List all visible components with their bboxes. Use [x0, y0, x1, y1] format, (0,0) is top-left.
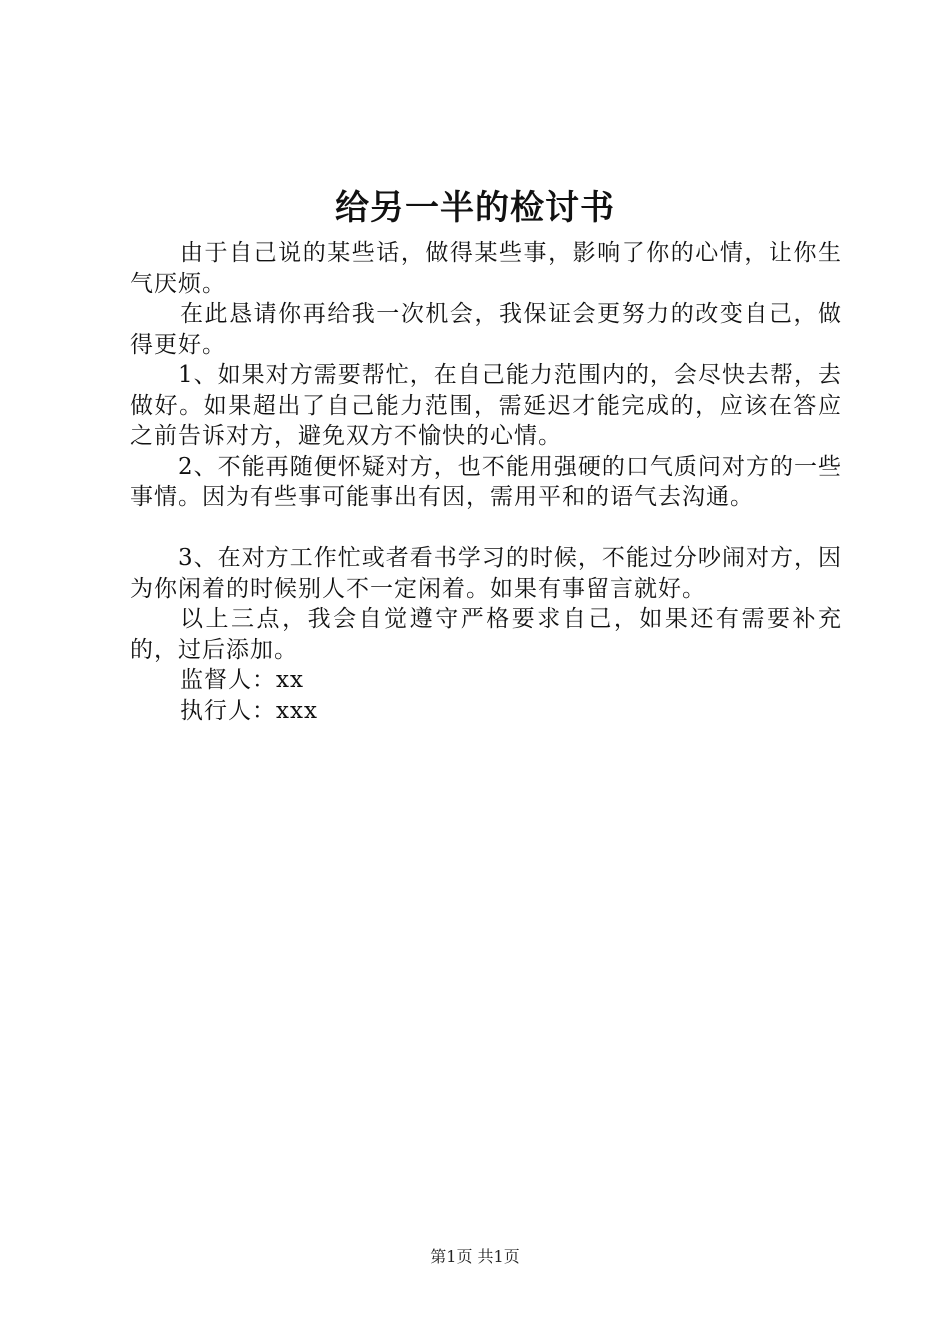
paragraph-point-1: 1、如果对方需要帮忙，在自己能力范围内的，会尽快去帮，去做好。如果超出了自己能力范围，需延迟才能完成的，应该在答应之前告诉对方，避免双方不愉快的心情。: [130, 362, 842, 449]
page-footer: 第1页 共1页: [430, 1247, 520, 1266]
paragraph-intro: 由于自己说的某些话，做得某些事，影响了你的心情，让你生气厌烦。: [130, 240, 842, 297]
document-title: 给另一半的检讨书: [335, 188, 615, 228]
executor-line: 执行人：xxx: [180, 697, 318, 724]
document-body: [130, 238, 842, 726]
paragraph-request: 在此恳请你再给我一次机会，我保证会更努力的改变自己，做得更好。: [130, 301, 842, 358]
supervisor-line: 监督人：xx: [180, 667, 304, 693]
paragraph-point-3: 3、在对方工作忙或者看书学习的时候，不能过分吵闹对方，因为你闲着的时候别人不一定闲着。如果有事留言就好。: [130, 545, 842, 602]
paragraph-conclusion: 以上三点，我会自觉遵守严格要求自己，如果还有需要补充的，过后添加。: [130, 606, 842, 663]
paragraph-point-2: 2、不能再随便怀疑对方，也不能用强硬的口气质问对方的一些事情。因为有些事可能事出有因，需用平和的语气去沟通。: [130, 453, 842, 510]
paragraph-spacer: [130, 513, 842, 544]
